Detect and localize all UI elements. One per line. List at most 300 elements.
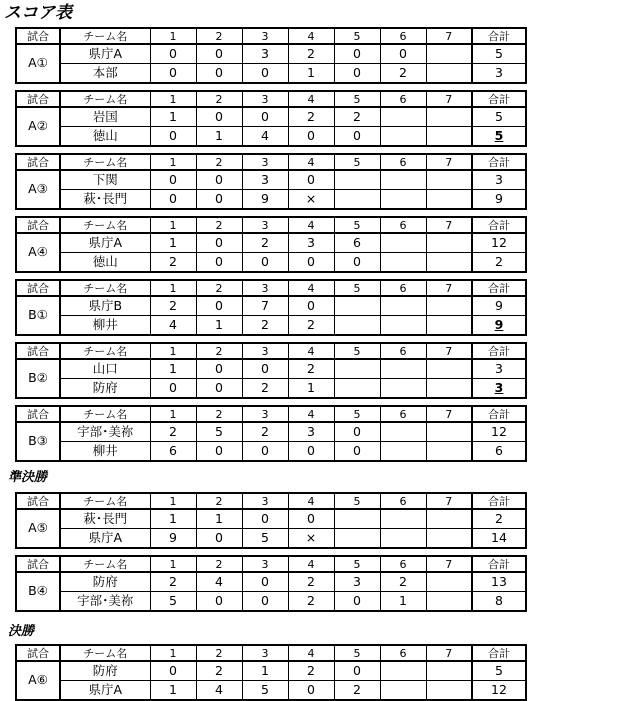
- inning-score: 2: [288, 316, 334, 336]
- team-name: 萩･長門: [60, 190, 150, 210]
- total-score: 12: [472, 422, 526, 442]
- match-id: A②: [16, 107, 60, 146]
- header-inning: 3: [242, 217, 288, 233]
- inning-score: [380, 442, 426, 462]
- inning-score: [380, 316, 426, 336]
- table-row: [16, 296, 526, 316]
- inning-score: 0: [242, 107, 288, 127]
- inning-score: 2: [242, 422, 288, 442]
- header-team: チーム名: [60, 91, 150, 107]
- inning-score: [334, 190, 380, 210]
- inning-score: 2: [380, 572, 426, 592]
- team-name: 山口: [60, 359, 150, 379]
- header-row: [16, 28, 526, 44]
- inning-score: 0: [242, 253, 288, 273]
- table-row: [16, 681, 526, 701]
- total-score: 12: [472, 681, 526, 701]
- header-match: 試合: [16, 280, 60, 296]
- header-inning: 7: [426, 556, 472, 572]
- header-inning: 6: [380, 493, 426, 509]
- inning-score: 2: [242, 233, 288, 253]
- header-inning: 2: [196, 406, 242, 422]
- header-team: チーム名: [60, 280, 150, 296]
- header-inning: 2: [196, 154, 242, 170]
- header-inning: 5: [334, 217, 380, 233]
- inning-score: [426, 359, 472, 379]
- inning-score: 0: [150, 127, 196, 147]
- inning-score: 2: [242, 379, 288, 399]
- inning-score: 0: [196, 233, 242, 253]
- inning-score: 0: [334, 253, 380, 273]
- header-inning: 1: [150, 493, 196, 509]
- total-score: 2: [472, 253, 526, 273]
- inning-score: [380, 529, 426, 549]
- header-row: [16, 556, 526, 572]
- header-match: 試合: [16, 493, 60, 509]
- inning-score: 0: [288, 442, 334, 462]
- header-match: 試合: [16, 406, 60, 422]
- header-row: [16, 406, 526, 422]
- header-inning: 2: [196, 645, 242, 661]
- inning-score: 0: [196, 379, 242, 399]
- total-score: 5: [472, 44, 526, 64]
- total-score: 9: [472, 296, 526, 316]
- inning-score: [380, 359, 426, 379]
- header-inning: 4: [288, 91, 334, 107]
- team-name: 宇部･美祢: [60, 592, 150, 612]
- inning-score: [380, 107, 426, 127]
- header-inning: 2: [196, 556, 242, 572]
- header-inning: 5: [334, 556, 380, 572]
- team-name: 本部: [60, 64, 150, 84]
- inning-score: 4: [242, 127, 288, 147]
- header-row: [16, 280, 526, 296]
- total-score: 14: [472, 529, 526, 549]
- inning-score: [380, 296, 426, 316]
- inning-score: [426, 681, 472, 701]
- inning-score: 0: [334, 64, 380, 84]
- team-name: 徳山: [60, 127, 150, 147]
- header-inning: 2: [196, 343, 242, 359]
- header-total: 合計: [472, 154, 526, 170]
- header-total: 合計: [472, 556, 526, 572]
- header-inning: 1: [150, 280, 196, 296]
- header-inning: 7: [426, 343, 472, 359]
- header-inning: 2: [196, 493, 242, 509]
- inning-score: 0: [242, 509, 288, 529]
- total-score: 3: [472, 379, 526, 399]
- inning-score: [426, 442, 472, 462]
- header-inning: 5: [334, 28, 380, 44]
- inning-score: 0: [288, 253, 334, 273]
- inning-score: [426, 170, 472, 190]
- team-name: 防府: [60, 661, 150, 681]
- header-inning: 3: [242, 645, 288, 661]
- header-inning: 1: [150, 343, 196, 359]
- header-inning: 6: [380, 217, 426, 233]
- inning-score: 2: [196, 661, 242, 681]
- header-inning: 5: [334, 154, 380, 170]
- match-id: A③: [16, 170, 60, 209]
- header-inning: 3: [242, 406, 288, 422]
- inning-score: 0: [196, 529, 242, 549]
- inning-score: 3: [288, 422, 334, 442]
- inning-score: 0: [150, 190, 196, 210]
- inning-score: 5: [150, 592, 196, 612]
- header-team: チーム名: [60, 645, 150, 661]
- header-inning: 4: [288, 645, 334, 661]
- score-table: [15, 90, 527, 147]
- inning-score: 9: [242, 190, 288, 210]
- inning-score: 7: [242, 296, 288, 316]
- header-inning: 5: [334, 280, 380, 296]
- header-team: チーム名: [60, 154, 150, 170]
- inning-score: 1: [196, 316, 242, 336]
- header-total: 合計: [472, 91, 526, 107]
- inning-score: 2: [288, 661, 334, 681]
- table-row: [16, 422, 526, 442]
- inning-score: [426, 509, 472, 529]
- inning-score: 0: [196, 44, 242, 64]
- match-id: B①: [16, 296, 60, 335]
- score-table: [15, 555, 527, 612]
- inning-score: 0: [196, 296, 242, 316]
- inning-score: 1: [150, 509, 196, 529]
- inning-score: 3: [242, 44, 288, 64]
- inning-score: 4: [150, 316, 196, 336]
- total-score: 5: [472, 661, 526, 681]
- inning-score: 2: [288, 359, 334, 379]
- header-inning: 7: [426, 406, 472, 422]
- total-score: 13: [472, 572, 526, 592]
- header-total: 合計: [472, 343, 526, 359]
- header-inning: 5: [334, 493, 380, 509]
- inning-score: 3: [242, 170, 288, 190]
- table-row: [16, 64, 526, 84]
- total-score: 3: [472, 359, 526, 379]
- inning-score: [380, 233, 426, 253]
- inning-score: [426, 296, 472, 316]
- header-inning: 5: [334, 91, 380, 107]
- inning-score: [426, 253, 472, 273]
- total-score: 3: [472, 64, 526, 84]
- header-inning: 2: [196, 28, 242, 44]
- inning-score: 2: [288, 44, 334, 64]
- inning-score: 0: [196, 253, 242, 273]
- header-inning: 6: [380, 406, 426, 422]
- score-table: [15, 279, 527, 336]
- header-match: 試合: [16, 343, 60, 359]
- team-name: 柳井: [60, 316, 150, 336]
- inning-score: 1: [288, 379, 334, 399]
- header-row: [16, 154, 526, 170]
- header-team: チーム名: [60, 406, 150, 422]
- inning-score: 0: [288, 296, 334, 316]
- team-name: 県庁A: [60, 233, 150, 253]
- header-row: [16, 493, 526, 509]
- inning-score: 1: [196, 127, 242, 147]
- score-table: [15, 27, 527, 84]
- header-inning: 4: [288, 217, 334, 233]
- inning-score: [380, 422, 426, 442]
- inning-score: 0: [334, 592, 380, 612]
- inning-score: 0: [150, 379, 196, 399]
- table-row: [16, 359, 526, 379]
- inning-score: [426, 572, 472, 592]
- inning-score: 0: [288, 681, 334, 701]
- header-inning: 1: [150, 406, 196, 422]
- header-inning: 5: [334, 645, 380, 661]
- inning-score: 1: [150, 107, 196, 127]
- team-name: 萩･長門: [60, 509, 150, 529]
- header-match: 試合: [16, 217, 60, 233]
- total-score: 9: [472, 316, 526, 336]
- team-name: 防府: [60, 572, 150, 592]
- inning-score: 1: [150, 359, 196, 379]
- header-row: [16, 91, 526, 107]
- header-total: 合計: [472, 406, 526, 422]
- team-name: 県庁A: [60, 681, 150, 701]
- section-semifinal: 準決勝: [8, 470, 48, 485]
- table-row: [16, 529, 526, 549]
- table-row: [16, 233, 526, 253]
- inning-score: 0: [150, 170, 196, 190]
- score-table: [15, 342, 527, 399]
- inning-score: [426, 661, 472, 681]
- inning-score: [380, 681, 426, 701]
- header-inning: 6: [380, 154, 426, 170]
- header-inning: 4: [288, 154, 334, 170]
- inning-score: 0: [196, 592, 242, 612]
- total-score: 8: [472, 592, 526, 612]
- inning-score: 2: [334, 107, 380, 127]
- inning-score: 0: [196, 359, 242, 379]
- team-name: 県庁B: [60, 296, 150, 316]
- header-team: チーム名: [60, 28, 150, 44]
- inning-score: 0: [196, 190, 242, 210]
- header-inning: 7: [426, 91, 472, 107]
- inning-score: 4: [196, 572, 242, 592]
- header-inning: 4: [288, 28, 334, 44]
- team-name: 柳井: [60, 442, 150, 462]
- header-inning: 7: [426, 280, 472, 296]
- inning-score: 2: [150, 572, 196, 592]
- header-inning: 1: [150, 556, 196, 572]
- inning-score: [380, 661, 426, 681]
- header-row: [16, 217, 526, 233]
- inning-score: 1: [288, 64, 334, 84]
- inning-score: [334, 296, 380, 316]
- header-match: 試合: [16, 91, 60, 107]
- inning-score: 5: [196, 422, 242, 442]
- page-title: スコア表: [4, 3, 72, 23]
- header-inning: 1: [150, 154, 196, 170]
- header-inning: 3: [242, 154, 288, 170]
- inning-score: 0: [150, 44, 196, 64]
- match-id: A①: [16, 44, 60, 83]
- inning-score: 0: [380, 44, 426, 64]
- header-row: [16, 343, 526, 359]
- total-score: 6: [472, 442, 526, 462]
- inning-score: [334, 170, 380, 190]
- header-inning: 5: [334, 406, 380, 422]
- team-name: 下関: [60, 170, 150, 190]
- header-inning: 7: [426, 154, 472, 170]
- inning-score: [380, 127, 426, 147]
- team-name: 県庁A: [60, 44, 150, 64]
- inning-score: 2: [150, 296, 196, 316]
- section-final: 決勝: [8, 624, 35, 639]
- inning-score: 4: [196, 681, 242, 701]
- inning-score: [380, 253, 426, 273]
- inning-score: 2: [380, 64, 426, 84]
- inning-score: [426, 379, 472, 399]
- inning-score: 0: [150, 64, 196, 84]
- inning-score: ×: [288, 190, 334, 210]
- inning-score: [426, 233, 472, 253]
- inning-score: 9: [150, 529, 196, 549]
- header-match: 試合: [16, 28, 60, 44]
- inning-score: 0: [196, 64, 242, 84]
- header-inning: 4: [288, 556, 334, 572]
- header-row: [16, 645, 526, 661]
- header-total: 合計: [472, 493, 526, 509]
- table-row: [16, 661, 526, 681]
- total-score: 5: [472, 127, 526, 147]
- header-inning: 3: [242, 91, 288, 107]
- header-total: 合計: [472, 28, 526, 44]
- inning-score: 1: [242, 661, 288, 681]
- header-match: 試合: [16, 645, 60, 661]
- score-table: [15, 405, 527, 462]
- inning-score: 3: [334, 572, 380, 592]
- header-total: 合計: [472, 217, 526, 233]
- inning-score: 0: [288, 127, 334, 147]
- inning-score: 0: [196, 107, 242, 127]
- inning-score: 0: [288, 170, 334, 190]
- header-inning: 4: [288, 493, 334, 509]
- header-total: 合計: [472, 645, 526, 661]
- match-id: B④: [16, 572, 60, 611]
- inning-score: [426, 64, 472, 84]
- table-row: [16, 253, 526, 273]
- inning-score: 0: [242, 64, 288, 84]
- table-row: [16, 170, 526, 190]
- inning-score: [426, 529, 472, 549]
- header-team: チーム名: [60, 343, 150, 359]
- table-row: [16, 127, 526, 147]
- header-inning: 4: [288, 343, 334, 359]
- table-row: [16, 572, 526, 592]
- match-id: B③: [16, 422, 60, 461]
- inning-score: [334, 509, 380, 529]
- team-name: 防府: [60, 379, 150, 399]
- total-score: 5: [472, 107, 526, 127]
- total-score: 2: [472, 509, 526, 529]
- table-row: [16, 316, 526, 336]
- inning-score: 1: [380, 592, 426, 612]
- header-inning: 7: [426, 645, 472, 661]
- inning-score: 2: [288, 572, 334, 592]
- inning-score: 0: [334, 422, 380, 442]
- header-inning: 1: [150, 28, 196, 44]
- header-team: チーム名: [60, 493, 150, 509]
- inning-score: 2: [288, 107, 334, 127]
- match-id: A⑥: [16, 661, 60, 700]
- inning-score: 0: [288, 509, 334, 529]
- header-inning: 7: [426, 28, 472, 44]
- inning-score: [426, 316, 472, 336]
- inning-score: 0: [242, 572, 288, 592]
- inning-score: 5: [242, 529, 288, 549]
- header-total: 合計: [472, 280, 526, 296]
- table-row: [16, 592, 526, 612]
- team-name: 宇部･美祢: [60, 422, 150, 442]
- score-table: [15, 644, 527, 701]
- inning-score: 0: [242, 442, 288, 462]
- header-inning: 3: [242, 343, 288, 359]
- inning-score: 0: [196, 442, 242, 462]
- inning-score: 6: [150, 442, 196, 462]
- inning-score: 1: [196, 509, 242, 529]
- inning-score: 0: [242, 359, 288, 379]
- team-name: 県庁A: [60, 529, 150, 549]
- team-name: 徳山: [60, 253, 150, 273]
- inning-score: [380, 190, 426, 210]
- inning-score: 3: [288, 233, 334, 253]
- inning-score: 0: [334, 661, 380, 681]
- header-match: 試合: [16, 154, 60, 170]
- score-table: [15, 153, 527, 210]
- score-table: [15, 216, 527, 273]
- inning-score: [426, 127, 472, 147]
- header-inning: 1: [150, 91, 196, 107]
- inning-score: 2: [242, 316, 288, 336]
- header-inning: 2: [196, 91, 242, 107]
- table-row: [16, 44, 526, 64]
- inning-score: 0: [150, 661, 196, 681]
- inning-score: [334, 316, 380, 336]
- team-name: 岩国: [60, 107, 150, 127]
- inning-score: [426, 422, 472, 442]
- table-row: [16, 442, 526, 462]
- table-row: [16, 509, 526, 529]
- score-table: [15, 492, 527, 549]
- header-inning: 6: [380, 28, 426, 44]
- header-inning: 7: [426, 493, 472, 509]
- header-inning: 4: [288, 406, 334, 422]
- inning-score: [380, 170, 426, 190]
- header-inning: 4: [288, 280, 334, 296]
- total-score: 12: [472, 233, 526, 253]
- match-id: A④: [16, 233, 60, 272]
- header-inning: 6: [380, 280, 426, 296]
- total-score: 9: [472, 190, 526, 210]
- table-row: [16, 190, 526, 210]
- inning-score: 5: [242, 681, 288, 701]
- header-inning: 1: [150, 645, 196, 661]
- inning-score: 0: [334, 127, 380, 147]
- inning-score: [334, 379, 380, 399]
- header-inning: 2: [196, 217, 242, 233]
- inning-score: 0: [196, 170, 242, 190]
- header-match: 試合: [16, 556, 60, 572]
- inning-score: [380, 509, 426, 529]
- inning-score: 1: [150, 681, 196, 701]
- header-inning: 7: [426, 217, 472, 233]
- inning-score: [426, 107, 472, 127]
- inning-score: 6: [334, 233, 380, 253]
